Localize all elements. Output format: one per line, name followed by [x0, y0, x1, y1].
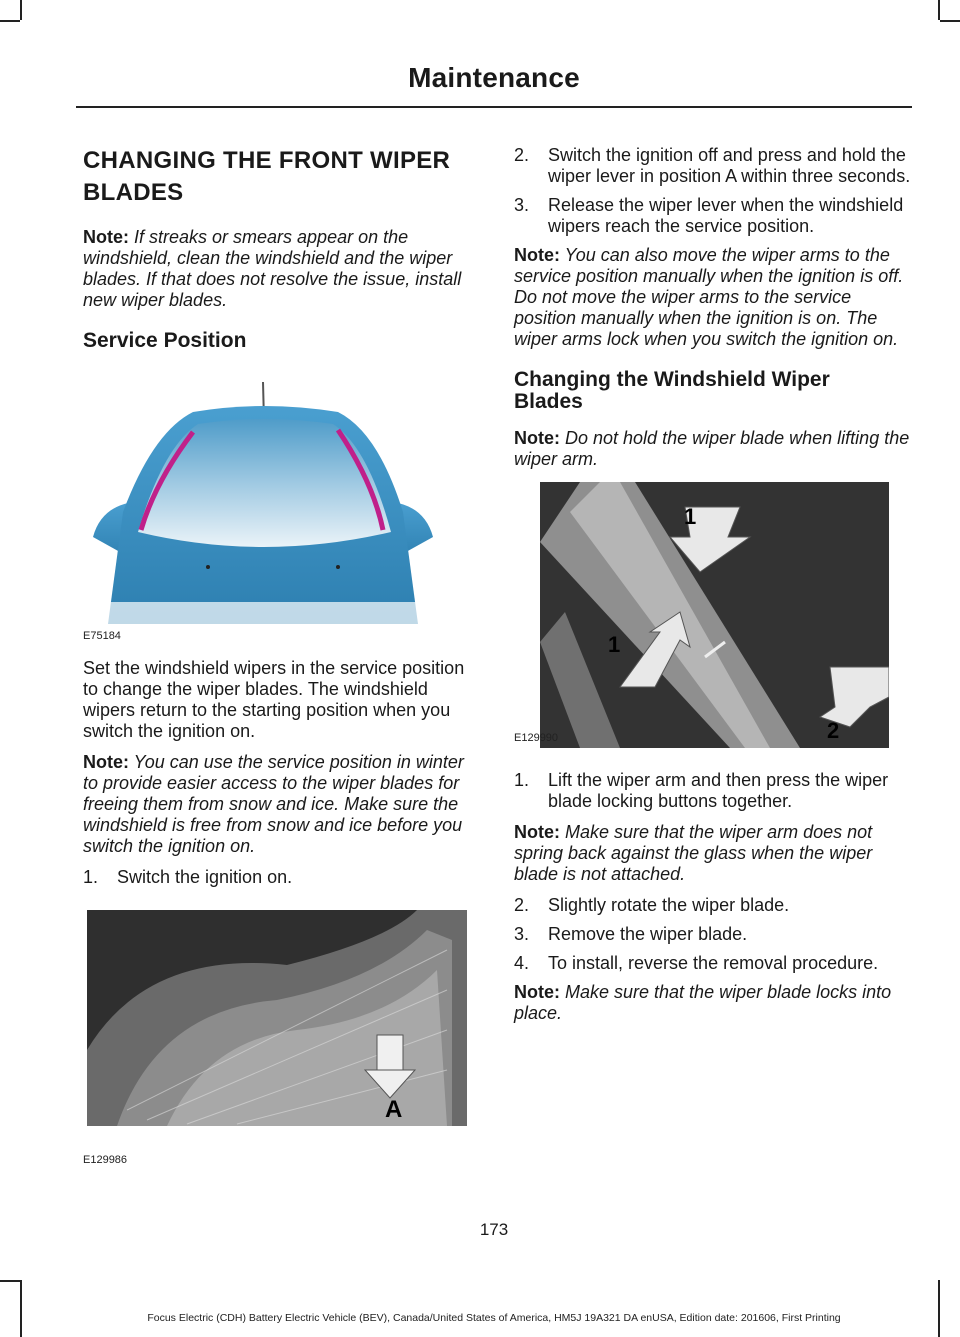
change-step-2-rotate	[514, 895, 912, 916]
blade-removal-illustration	[540, 482, 889, 748]
crop-mark-top-left-h	[0, 20, 20, 22]
figure-car-wipers	[83, 362, 475, 644]
section-heading	[83, 145, 475, 209]
step-3-release-lever	[514, 195, 912, 237]
crop-mark-bottom-right-v	[938, 1280, 940, 1337]
step-text: Slightly rotate the wiper blade.	[548, 895, 790, 915]
change-step-1-lift-arm	[514, 770, 912, 812]
step-number: 1.	[83, 867, 99, 887]
note-text: You can also move the wiper arms to the service position manually when the ignition is off. Do not move the wiper arms to the service position manually when the ignition is on. The wiper arms lock when you switch the ignition on.	[514, 245, 904, 349]
step-text: Release the wiper lever when the windshield wipers reach the service position.	[548, 195, 904, 236]
position-a-label: A	[385, 1096, 403, 1123]
step-text: Lift the wiper arm and then press the wiper blade locking buttons together.	[548, 770, 889, 811]
figure-code: E75184	[83, 630, 121, 642]
changing-blades-heading-line2: Blades	[514, 390, 583, 413]
callout-1-top: 1	[684, 504, 697, 529]
left-column	[83, 145, 475, 1168]
step-text: Remove the wiper blade.	[548, 924, 748, 944]
note-spring-back	[514, 822, 912, 885]
section-heading-line1: CHANGING THE FRONT WIPER	[83, 147, 451, 174]
crop-mark-bottom-left-v	[20, 1280, 22, 1337]
step-number: 2.	[514, 895, 530, 915]
note-hold-blade	[514, 428, 912, 470]
step-text: To install, reverse the removal procedure.	[548, 953, 879, 973]
header-rule	[76, 106, 912, 108]
crop-mark-top-left-v	[20, 0, 22, 20]
crop-mark-bottom-left-h	[0, 1280, 20, 1282]
wiper-lever-illustration	[87, 910, 467, 1126]
step-2-hold-lever	[514, 145, 912, 187]
step-number: 2.	[514, 145, 530, 165]
note-text: Make sure that the wiper blade locks into place.	[514, 982, 892, 1023]
step-number: 1.	[514, 770, 530, 790]
note-label: Note:	[514, 982, 560, 1002]
step-number: 3.	[514, 195, 530, 215]
change-step-4-install	[514, 953, 912, 974]
note-text: Do not hold the wiper blade when lifting the wiper arm.	[514, 428, 910, 469]
right-column	[514, 145, 912, 1024]
page-header-title: Maintenance	[408, 62, 580, 93]
note-label: Note:	[514, 822, 560, 842]
service-position-paragraph: Set the windshield wipers in the service position to change the wiper blades. The windshield wipers return to the starting position when you switch the ignition on.	[83, 658, 465, 741]
crop-mark-top-right-v	[938, 0, 940, 20]
note-manual-move	[514, 245, 912, 350]
crop-mark-top-right-h	[940, 20, 960, 22]
callout-1-bottom: 1	[608, 632, 621, 657]
changing-blades-heading	[514, 369, 912, 413]
footer-edition-text: Focus Electric (CDH) Battery Electric Vehicle (BEV), Canada/United States of America, HM5J 19A321 DA enUSA, Edition date: 201606, First Printing	[147, 1312, 841, 1324]
note-text: Make sure that the wiper arm does not spring back against the glass when the wiper blade is not attached.	[514, 822, 873, 884]
step-text: Switch the ignition on.	[117, 867, 293, 887]
step-number: 3.	[514, 924, 530, 944]
callout-2: 2	[827, 718, 840, 743]
step-text: Switch the ignition off and press and hold the wiper lever in position A within three seconds.	[548, 145, 911, 186]
note-text: You can use the service position in winter to provide easier access to the wiper blades for freeing them from snow and ice. Make sure the windshield is free from snow and ice before you switch the ignition on.	[83, 752, 464, 856]
note-label: Note:	[83, 227, 129, 247]
step-number: 4.	[514, 953, 530, 973]
car-front-image	[83, 362, 443, 624]
car-front-illustration	[83, 362, 443, 624]
changing-blades-heading-line1: Changing the Windshield Wiper	[514, 368, 830, 391]
blade-removal-image	[540, 482, 889, 748]
page-number: 173	[479, 1220, 509, 1239]
figure-blade-removal	[514, 482, 912, 762]
step-1-ignition-on	[83, 867, 475, 888]
note-blade-locks	[514, 982, 912, 1024]
figure-wiper-lever	[83, 910, 475, 1168]
figure-code: E129986	[83, 1154, 128, 1166]
note-label: Note:	[83, 752, 129, 772]
note-label: Note:	[514, 245, 560, 265]
figure-code: E129990	[514, 732, 559, 744]
change-step-3-remove	[514, 924, 912, 945]
service-position-heading: Service Position	[83, 329, 247, 352]
section-heading-line2: BLADES	[83, 179, 184, 206]
note-winter	[83, 752, 475, 857]
note-text: If streaks or smears appear on the windshield, clean the windshield and the wiper blades. If that does not resolve the issue, install new wiper blades.	[83, 227, 462, 310]
note-streaks	[83, 227, 475, 311]
wiper-lever-image	[87, 910, 467, 1126]
note-label: Note:	[514, 428, 560, 448]
